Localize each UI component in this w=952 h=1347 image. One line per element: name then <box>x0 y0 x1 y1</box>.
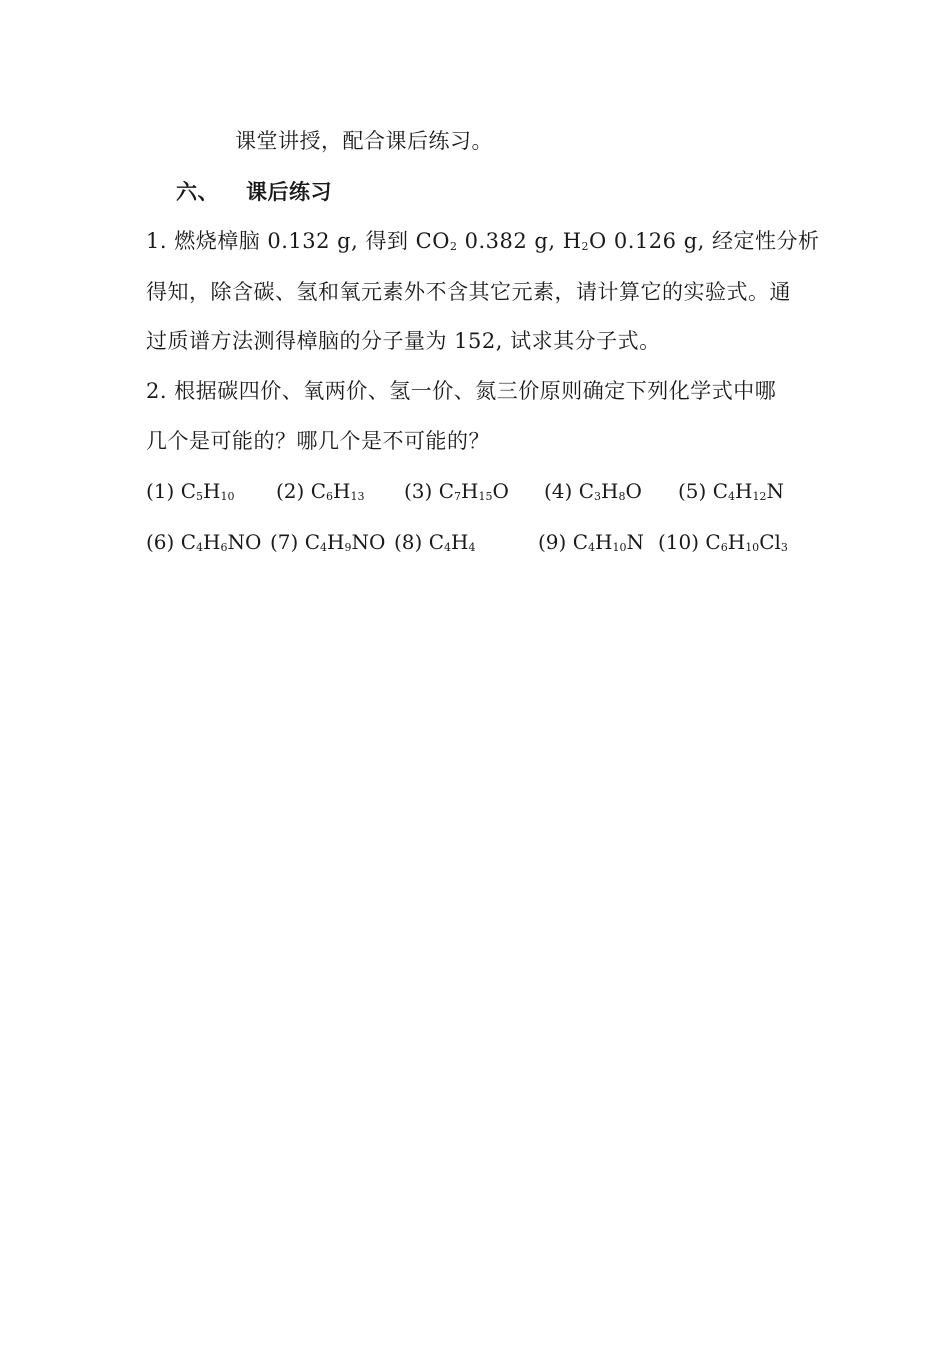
co2-subscript: 2 <box>449 240 458 253</box>
formula-label: (2) <box>276 479 311 503</box>
formula-item <box>678 477 784 505</box>
formula-symbol: C <box>428 530 444 554</box>
formula-subscript: 3 <box>780 541 788 554</box>
formula-symbol: NO <box>227 530 262 554</box>
formula-label: (8) <box>394 530 429 554</box>
formula-subscript: 6 <box>720 541 728 554</box>
section-title: 课后练习 <box>246 180 332 204</box>
formula-subscript: 6 <box>220 541 228 554</box>
formula-symbol: O <box>625 479 642 503</box>
formula-subscript: 10 <box>745 541 760 554</box>
q1-text-b: 0.382 g, H <box>457 229 582 253</box>
formula-subscript: 12 <box>752 490 767 503</box>
formula-label: (5) <box>678 479 713 503</box>
formula-label: (3) <box>404 479 439 503</box>
formula-subscript: 4 <box>196 541 203 554</box>
formula-label: (1) <box>146 479 181 503</box>
q2-line-2: 几个是可能的？哪几个是不可能的？ <box>146 429 490 453</box>
intro-line: 课堂讲授，配合课后练习。 <box>235 129 493 153</box>
formula-symbol: H <box>327 530 345 554</box>
formula-symbol: H <box>333 479 351 503</box>
formula-symbol: C <box>438 479 454 503</box>
formula-subscript: 10 <box>220 490 235 503</box>
formula-symbol: H <box>461 479 479 503</box>
formula-symbol: H <box>203 530 221 554</box>
formula-symbol: C <box>572 530 588 554</box>
formula-subscript: 5 <box>196 490 203 503</box>
formula-symbol: Cl <box>759 530 781 554</box>
formula-symbol: C <box>310 479 326 503</box>
section-number: 六、 <box>176 180 219 204</box>
formula-subscript: 7 <box>454 490 461 503</box>
formula-item <box>658 528 788 556</box>
formula-symbol: C <box>180 479 196 503</box>
formula-symbol: H <box>203 479 221 503</box>
formula-symbol: NO <box>351 530 386 554</box>
formula-subscript: 10 <box>612 541 627 554</box>
q1-line-2: 得知，除含碳、氢和氧元素外不含其它元素，请计算它的实验式。通 <box>146 280 791 304</box>
q1-line-1 <box>146 227 820 255</box>
formula-item <box>394 528 475 556</box>
formula-symbol: H <box>595 530 613 554</box>
h2o-subscript: 2 <box>581 240 590 253</box>
formula-label: (10) <box>658 530 706 554</box>
formula-symbol: C <box>180 530 196 554</box>
formula-symbol: H <box>735 479 753 503</box>
formula-subscript: 13 <box>350 490 365 503</box>
formula-item <box>146 528 261 556</box>
formula-symbol: C <box>578 479 594 503</box>
formula-symbol: H <box>451 530 469 554</box>
formula-symbol: N <box>766 479 784 503</box>
formula-subscript: 6 <box>326 490 333 503</box>
q1-line-3: 过质谱方法测得樟脑的分子量为 152, 试求其分子式。 <box>146 329 661 353</box>
formula-symbol: H <box>601 479 619 503</box>
formula-label: (7) <box>270 530 305 554</box>
formula-item <box>276 477 364 505</box>
formula-label: (4) <box>544 479 579 503</box>
formula-item <box>404 477 509 505</box>
formula-subscript: 9 <box>344 541 352 554</box>
formula-label: (9) <box>538 530 573 554</box>
formula-symbol: O <box>492 479 509 503</box>
formula-subscript: 3 <box>594 490 601 503</box>
formula-item <box>270 528 385 556</box>
formula-subscript: 8 <box>618 490 626 503</box>
formula-item <box>146 477 234 505</box>
formula-item <box>544 477 642 505</box>
formula-subscript: 4 <box>320 541 327 554</box>
formula-symbol: C <box>304 530 320 554</box>
section-heading <box>176 178 332 206</box>
formula-subscript: 15 <box>478 490 493 503</box>
formula-label: (6) <box>146 530 181 554</box>
formula-symbol: N <box>626 530 644 554</box>
formula-subscript: 4 <box>728 490 735 503</box>
formula-symbol: C <box>712 479 728 503</box>
formula-subscript: 4 <box>468 541 476 554</box>
q1-text-a: 1. 燃烧樟脑 0.132 g, 得到 CO <box>146 229 450 253</box>
formula-symbol: C <box>705 530 721 554</box>
q1-text-c: O 0.126 g, 经定性分析 <box>589 229 820 253</box>
q2-line-1: 2. 根据碳四价、氧两价、氢一价、氮三价原则确定下列化学式中哪 <box>146 379 777 403</box>
formula-symbol: H <box>727 530 746 554</box>
formula-subscript: 4 <box>588 541 595 554</box>
formula-item <box>538 528 644 556</box>
formula-subscript: 4 <box>444 541 451 554</box>
